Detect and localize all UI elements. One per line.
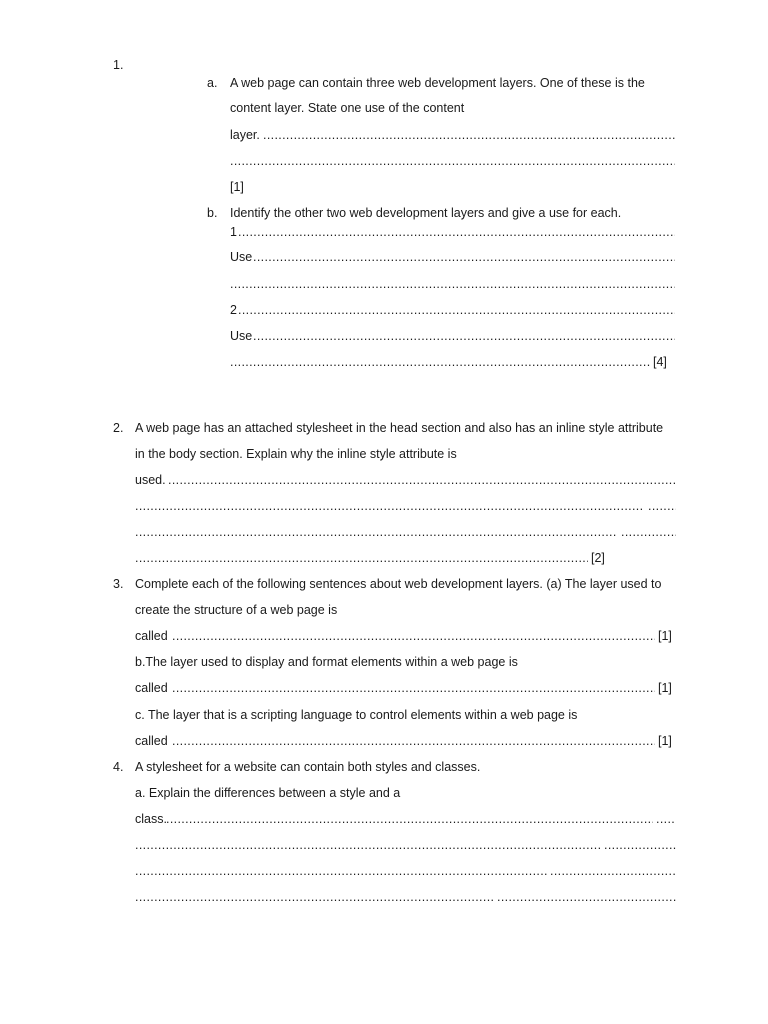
question-1a-text-line-1: A web page can contain three web development layers. One of these is the bbox=[230, 76, 645, 90]
question-3-text-line-1: Complete each of the following sentences about web development layers. (a) The layer used to bbox=[135, 577, 662, 591]
question-2-answer-prefix: used. bbox=[135, 473, 166, 487]
answer-line[interactable] bbox=[263, 127, 675, 143]
answer-line[interactable] bbox=[604, 837, 676, 853]
question-3c-mark: [1] bbox=[658, 734, 672, 748]
question-3a-called-label: called bbox=[135, 629, 168, 643]
answer-line[interactable] bbox=[135, 889, 495, 905]
question-1b-use-2-label: Use bbox=[230, 329, 253, 343]
answer-line[interactable] bbox=[230, 276, 675, 292]
question-4a-answer-prefix: class. bbox=[135, 812, 167, 826]
question-1b-mark: [4] bbox=[653, 355, 667, 369]
answer-line[interactable] bbox=[230, 153, 675, 169]
answer-line[interactable] bbox=[238, 224, 675, 240]
answer-line[interactable] bbox=[621, 524, 676, 540]
question-4-text: A stylesheet for a website can contain both styles and classes. bbox=[135, 760, 481, 774]
answer-line[interactable] bbox=[172, 680, 655, 696]
answer-line[interactable] bbox=[253, 328, 675, 344]
answer-line[interactable] bbox=[135, 863, 548, 879]
answer-line[interactable] bbox=[230, 354, 650, 370]
question-2-text-line-2: in the body section. Explain why the inline style attribute is bbox=[135, 447, 457, 461]
question-1a-marker: a. bbox=[207, 76, 218, 90]
question-number-4: 4. bbox=[113, 760, 124, 774]
question-1b-use-1-label: Use bbox=[230, 250, 253, 264]
answer-line[interactable] bbox=[238, 302, 675, 318]
question-2-mark: [2] bbox=[591, 551, 605, 565]
question-3b-text: b.The layer used to display and format elements within a web page is bbox=[135, 655, 518, 669]
answer-line[interactable] bbox=[497, 889, 676, 905]
answer-line[interactable] bbox=[648, 498, 676, 514]
question-1b-item-2-label: 2 bbox=[230, 303, 237, 317]
answer-line[interactable] bbox=[656, 811, 676, 827]
question-1a-text-line-2: content layer. State one use of the content bbox=[230, 101, 465, 115]
question-2-text-line-1: A web page has an attached stylesheet in the head section and also has an inline style attribute bbox=[135, 421, 664, 435]
question-3c-text: c. The layer that is a scripting language to control elements within a web page is bbox=[135, 708, 578, 722]
question-3-text-line-2: create the structure of a web page is bbox=[135, 603, 338, 617]
question-1a-answer-prefix: layer. bbox=[230, 128, 260, 142]
question-1b-text: Identify the other two web development layers and give a use for each. bbox=[230, 206, 622, 220]
question-number-1: 1. bbox=[113, 58, 124, 72]
answer-line[interactable] bbox=[135, 498, 642, 514]
answer-line[interactable] bbox=[166, 811, 653, 827]
question-number-2: 2. bbox=[113, 421, 124, 435]
answer-line[interactable] bbox=[172, 733, 655, 749]
question-3c-called-label: called bbox=[135, 734, 168, 748]
question-number-3: 3. bbox=[113, 577, 124, 591]
question-3a-mark: [1] bbox=[658, 629, 672, 643]
answer-line[interactable] bbox=[172, 628, 655, 644]
answer-line[interactable] bbox=[168, 472, 676, 488]
question-1a-mark: [1] bbox=[230, 180, 244, 194]
answer-line[interactable] bbox=[550, 863, 676, 879]
question-1b-item-1-label: 1 bbox=[230, 225, 237, 239]
question-3b-mark: [1] bbox=[658, 681, 672, 695]
question-1b-marker: b. bbox=[207, 206, 218, 220]
answer-line[interactable] bbox=[135, 837, 601, 853]
answer-line[interactable] bbox=[135, 550, 588, 566]
answer-line[interactable] bbox=[253, 249, 675, 265]
answer-line[interactable] bbox=[135, 524, 616, 540]
question-4a-text: a. Explain the differences between a style and a bbox=[135, 786, 401, 800]
question-3b-called-label: called bbox=[135, 681, 168, 695]
